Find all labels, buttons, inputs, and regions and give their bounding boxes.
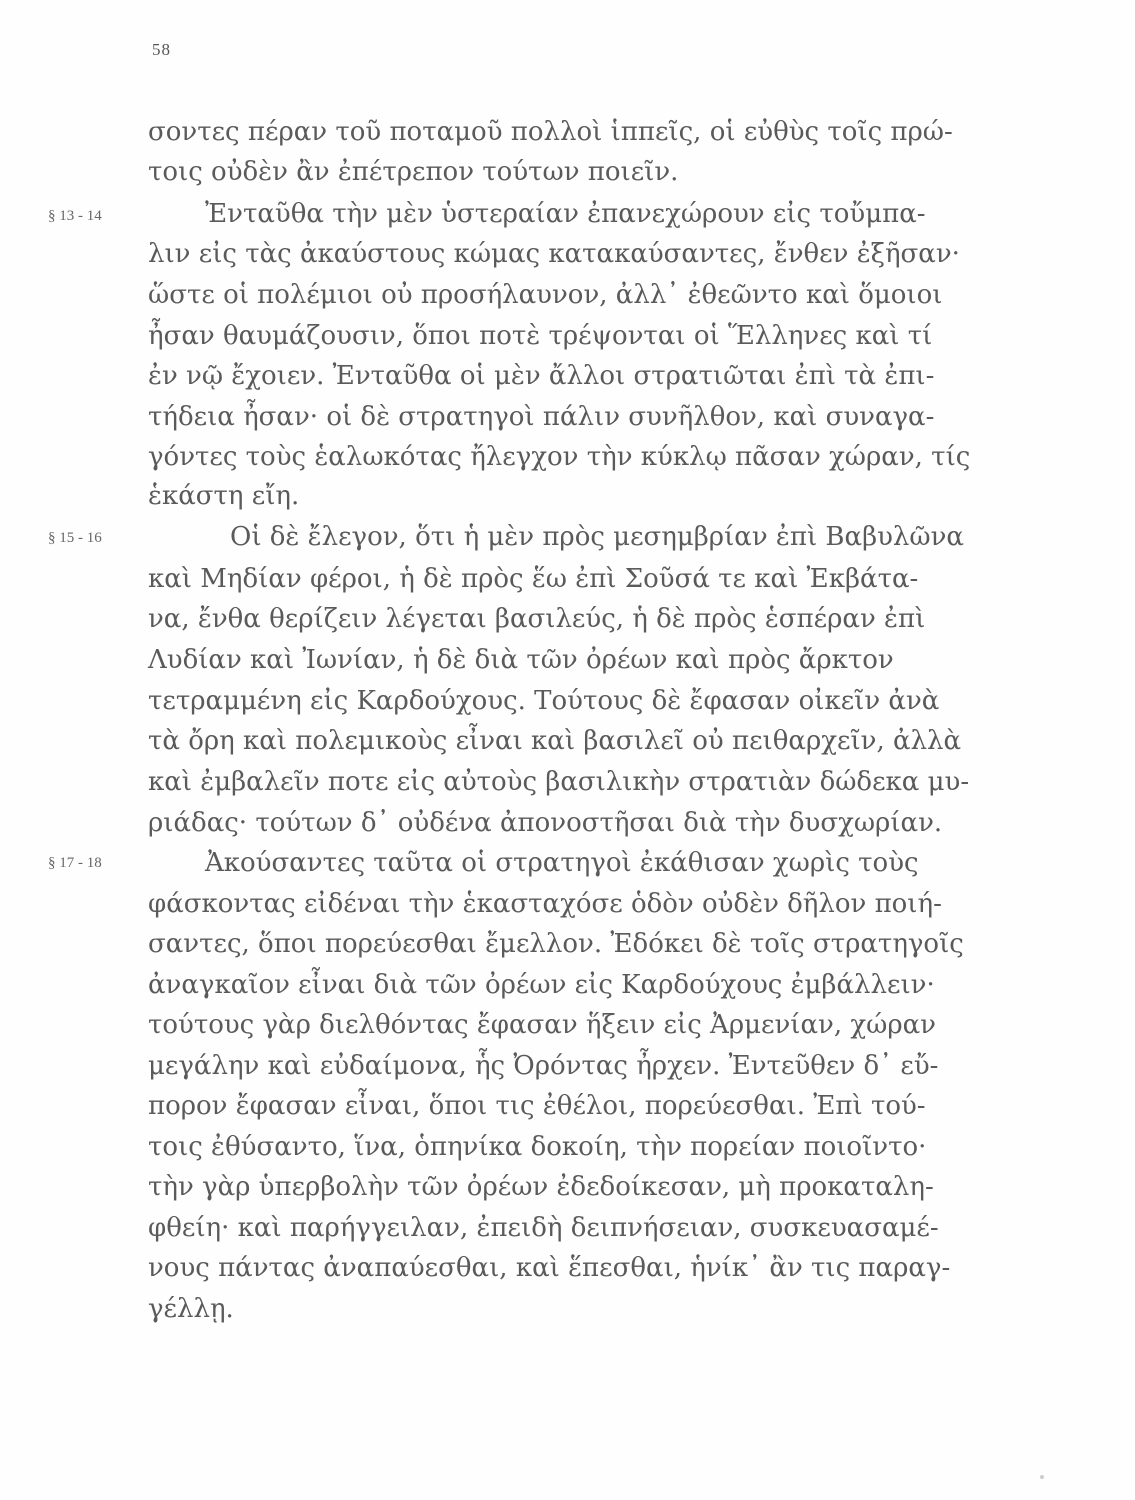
- text-line-18: ριάδας· τούτων δ᾽ οὐδένα ἀπονοστῆσαι διὰ τὴν δυσχωρίαν.: [148, 808, 943, 838]
- text-line-8: τήδεια ἦσαν· οἱ δὲ στρατηγοὶ πάλιν συνῆλθον, καὶ συναγα-: [148, 402, 935, 432]
- text-line-20: φάσκοντας εἰδέναι τὴν ἑκασταχόσε ὁδὸν οὐδὲν δῆλον ποιή-: [148, 889, 942, 919]
- text-line-30: γέλλῃ.: [148, 1294, 234, 1324]
- text-line-4: λιν εἰς τὰς ἀκαύστους κώμας κατακαύσαντες, ἔνθεν ἐξῆσαν·: [148, 239, 960, 269]
- page-number: 58: [152, 40, 171, 59]
- text-line-28: φθείη· καὶ παρήγγειλαν, ἐπειδὴ δειπνήσειαν, συσκευασαμέ-: [148, 1213, 939, 1243]
- text-line-11: Οἱ δὲ ἔλεγον, ὅτι ἡ μὲν πρὸς μεσημβρίαν ἐπὶ Βαβυλῶνα: [230, 522, 964, 552]
- text-line-29: νους πάντας ἀναπαύεσθαι, καὶ ἕπεσθαι, ἡνίκ᾽ ἂν τις παραγ-: [148, 1253, 951, 1283]
- section-ref-15-16: § 15 - 16: [48, 530, 102, 546]
- text-line-22: ἀναγκαῖον εἶναι διὰ τῶν ὀρέων εἰς Καρδούχους ἐμβάλλειν·: [148, 970, 935, 1000]
- text-line-16: τὰ ὄρη καὶ πολεμικοὺς εἶναι καὶ βασιλεῖ οὐ πειθαρχεῖν, ἀλλὰ: [148, 726, 962, 756]
- text-line-24: μεγάλην καὶ εὐδαίμονα, ἧς Ὀρόντας ἦρχεν. Ἐντεῦθεν δ᾽ εὔ-: [148, 1051, 939, 1081]
- text-line-10: ἑκάστη εἴη.: [148, 481, 300, 511]
- text-line-13: να, ἔνθα θερίζειν λέγεται βασιλεύς, ἡ δὲ πρὸς ἑσπέραν ἐπὶ: [148, 604, 926, 634]
- text-line-19: Ἀκούσαντες ταῦτα οἱ στρατηγοὶ ἐκάθισαν χωρὶς τοὺς: [205, 848, 919, 878]
- text-line-17: καὶ ἐμβαλεῖν ποτε εἰς αὐτοὺς βασιλικὴν στρατιὰν δώδεκα μυ-: [148, 767, 970, 797]
- text-line-27: τὴν γὰρ ὑπερβολὴν τῶν ὀρέων ἐδεδοίκεσαν, μὴ προκαταλη-: [148, 1172, 934, 1202]
- text-line-1: σοντες πέραν τοῦ ποταμοῦ πολλοὶ ἱππεῖς, οἱ εὐθὺς τοῖς πρώ-: [148, 117, 953, 147]
- text-line-9: γόντες τοὺς ἑαλωκότας ἤλεγχον τὴν κύκλῳ πᾶσαν χώραν, τίς: [148, 442, 971, 472]
- text-line-15: τετραμμένη εἰς Καρδούχους. Τούτους δὲ ἔφασαν οἰκεῖν ἀνὰ: [148, 686, 940, 716]
- text-line-6: ἦσαν θαυμάζουσιν, ὅποι ποτὲ τρέψονται οἱ Ἕλληνες καὶ τί: [148, 321, 933, 351]
- text-line-5: ὥστε οἱ πολέμιοι οὐ προσήλαυνον, ἀλλ᾽ ἐθεῶντο καὶ ὅμοιοι: [148, 280, 943, 310]
- text-line-21: σαντες, ὅποι πορεύεσθαι ἔμελλον. Ἐδόκει δὲ τοῖς στρατηγοῖς: [148, 929, 964, 959]
- text-line-7: ἐν νῷ ἔχοιεν. Ἐνταῦθα οἱ μὲν ἄλλοι στρατιῶται ἐπὶ τὰ ἐπι-: [148, 361, 935, 391]
- text-line-3: Ἐνταῦθα τὴν μὲν ὑστεραίαν ἐπανεχώρουν εἰς τοὔμπα-: [205, 199, 926, 229]
- section-ref-17-18: § 17 - 18: [48, 855, 102, 871]
- text-line-14: Λυδίαν καὶ Ἰωνίαν, ἡ δὲ διὰ τῶν ὀρέων καὶ πρὸς ἄρκτον: [148, 645, 894, 675]
- text-line-12: καὶ Μηδίαν φέροι, ἡ δὲ πρὸς ἕω ἐπὶ Σοῦσά τε καὶ Ἐκβάτα-: [148, 564, 919, 594]
- paper-speck: [1040, 1475, 1044, 1479]
- section-ref-13-14: § 13 - 14: [48, 208, 102, 224]
- text-line-2: τοις οὐδὲν ἂν ἐπέτρεπον τούτων ποιεῖν.: [148, 157, 679, 187]
- text-line-26: τοις ἐθύσαντο, ἵνα, ὁπηνίκα δοκοίη, τὴν πορείαν ποιοῖντο·: [148, 1132, 927, 1162]
- text-line-23: τούτους γὰρ διελθόντας ἔφασαν ἥξειν εἰς Ἀρμενίαν, χώραν: [148, 1010, 936, 1040]
- text-line-25: πορον ἔφασαν εἶναι, ὅποι τις ἐθέλοι, πορεύεσθαι. Ἐπὶ τού-: [148, 1091, 926, 1121]
